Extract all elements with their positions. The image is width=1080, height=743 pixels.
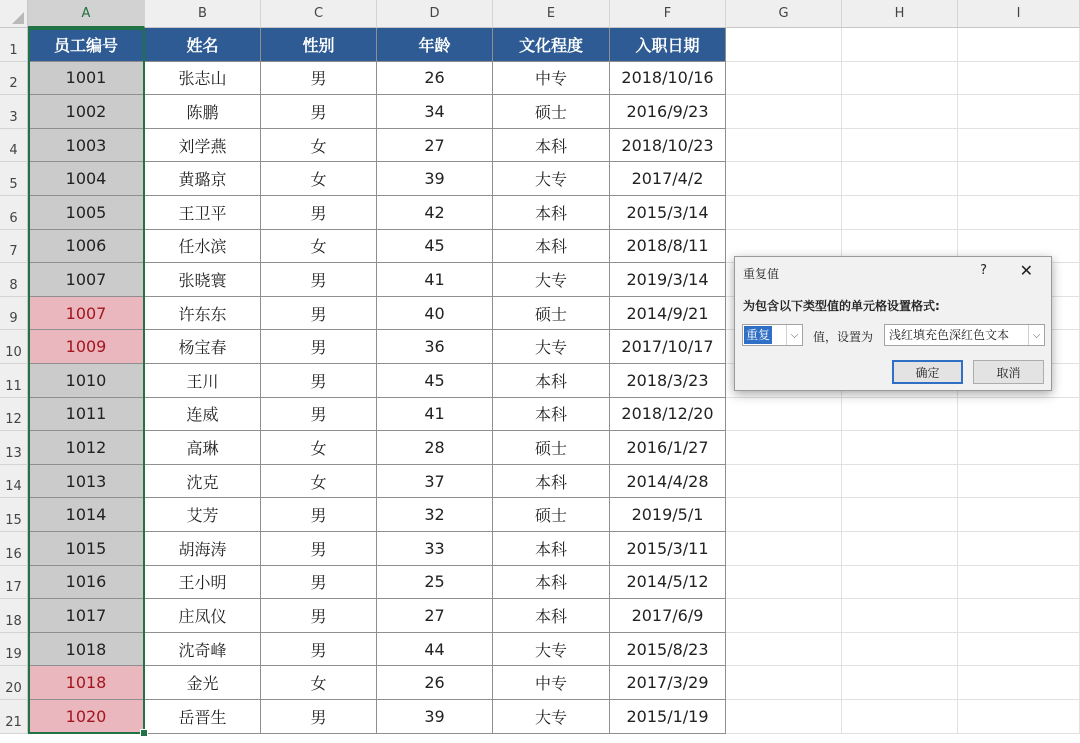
empty-cell[interactable] — [842, 28, 958, 62]
column-header-i[interactable]: I — [958, 0, 1080, 28]
row-header-4[interactable]: 4 — [0, 129, 28, 163]
table-cell-c[interactable]: 男 — [261, 330, 377, 364]
table-cell-b[interactable]: 高琳 — [145, 431, 261, 465]
row-header-1[interactable]: 1 — [0, 28, 28, 62]
table-header-cell[interactable]: 性别 — [261, 28, 377, 62]
table-cell-a[interactable]: 1004 — [28, 162, 145, 196]
row-header-19[interactable]: 19 — [0, 633, 28, 667]
empty-cell[interactable] — [958, 62, 1080, 96]
table-cell-f[interactable]: 2019/5/1 — [610, 498, 726, 532]
empty-cell[interactable] — [958, 498, 1080, 532]
column-header-d[interactable]: D — [377, 0, 493, 28]
empty-cell[interactable] — [726, 28, 842, 62]
table-cell-a[interactable]: 1020 — [28, 700, 145, 734]
select-all-corner[interactable] — [0, 0, 28, 28]
table-cell-a[interactable]: 1015 — [28, 532, 145, 566]
value-type-selected: 重复 — [746, 328, 771, 342]
empty-cell[interactable] — [726, 633, 842, 667]
empty-cell[interactable] — [842, 566, 958, 600]
set-as-label: 值，设置为 — [813, 330, 874, 344]
table-cell-a[interactable]: 1010 — [28, 364, 145, 398]
row-header-8[interactable]: 8 — [0, 263, 28, 297]
table-cell-b[interactable]: 沈奇峰 — [145, 633, 261, 667]
table-cell-a[interactable]: 1017 — [28, 599, 145, 633]
empty-cell[interactable] — [842, 129, 958, 163]
table-cell-e[interactable]: 本科 — [493, 129, 610, 163]
table-cell-f[interactable]: 2019/3/14 — [610, 263, 726, 297]
row-header-7[interactable]: 7 — [0, 230, 28, 264]
row-header-14[interactable]: 14 — [0, 465, 28, 499]
empty-cell[interactable] — [958, 196, 1080, 230]
empty-cell[interactable] — [842, 162, 958, 196]
value-type-select[interactable] — [742, 324, 803, 346]
chevron-down-icon[interactable]: ⌵ — [1028, 325, 1044, 345]
ok-button[interactable]: 确定 — [892, 360, 963, 384]
table-cell-b[interactable]: 杨宝春 — [145, 330, 261, 364]
table-cell-c[interactable]: 男 — [261, 364, 377, 398]
empty-cell[interactable] — [958, 95, 1080, 129]
table-cell-d[interactable]: 45 — [377, 364, 493, 398]
table-cell-e[interactable]: 大专 — [493, 162, 610, 196]
table-cell-d[interactable]: 37 — [377, 465, 493, 499]
empty-cell[interactable] — [842, 196, 958, 230]
table-cell-e[interactable]: 大专 — [493, 330, 610, 364]
table-cell-d[interactable]: 44 — [377, 633, 493, 667]
table-cell-c[interactable]: 男 — [261, 498, 377, 532]
table-cell-b[interactable]: 王卫平 — [145, 196, 261, 230]
table-cell-a[interactable]: 1018 — [28, 633, 145, 667]
chevron-down-icon[interactable]: ⌵ — [786, 325, 802, 345]
table-cell-a[interactable]: 1014 — [28, 498, 145, 532]
empty-cell[interactable] — [726, 95, 842, 129]
table-cell-b[interactable]: 任水滨 — [145, 230, 261, 264]
table-cell-b[interactable]: 沈克 — [145, 465, 261, 499]
table-cell-b[interactable]: 张晓寰 — [145, 263, 261, 297]
table-cell-b[interactable]: 王小明 — [145, 566, 261, 600]
table-cell-b[interactable]: 岳晋生 — [145, 700, 261, 734]
empty-cell[interactable] — [958, 398, 1080, 432]
table-cell-e[interactable]: 中专 — [493, 62, 610, 96]
empty-cell[interactable] — [958, 532, 1080, 566]
table-cell-e[interactable]: 硕士 — [493, 95, 610, 129]
empty-cell[interactable] — [842, 532, 958, 566]
table-cell-c[interactable]: 男 — [261, 297, 377, 331]
table-cell-b[interactable]: 黄璐京 — [145, 162, 261, 196]
table-cell-e[interactable]: 本科 — [493, 599, 610, 633]
close-icon[interactable]: ✕ — [1019, 261, 1033, 280]
empty-cell[interactable] — [842, 465, 958, 499]
table-cell-d[interactable]: 25 — [377, 566, 493, 600]
table-cell-a[interactable]: 1013 — [28, 465, 145, 499]
table-cell-d[interactable]: 39 — [377, 700, 493, 734]
empty-cell[interactable] — [726, 162, 842, 196]
empty-cell[interactable] — [726, 532, 842, 566]
duplicate-values-dialog — [734, 256, 1052, 391]
row-header-11[interactable]: 11 — [0, 364, 28, 398]
empty-cell[interactable] — [726, 431, 842, 465]
table-cell-f[interactable]: 2017/4/2 — [610, 162, 726, 196]
table-cell-e[interactable]: 本科 — [493, 566, 610, 600]
table-cell-a[interactable]: 1007 — [28, 263, 145, 297]
table-cell-c[interactable]: 男 — [261, 95, 377, 129]
table-cell-e[interactable]: 硕士 — [493, 498, 610, 532]
format-selected: 浅红填充色深红色文本 — [889, 328, 1010, 342]
table-cell-e[interactable]: 本科 — [493, 465, 610, 499]
empty-cell[interactable] — [726, 666, 842, 700]
table-cell-b[interactable]: 庄凤仪 — [145, 599, 261, 633]
table-cell-a[interactable]: 1011 — [28, 398, 145, 432]
empty-cell[interactable] — [958, 28, 1080, 62]
table-cell-f[interactable]: 2015/3/11 — [610, 532, 726, 566]
empty-cell[interactable] — [958, 129, 1080, 163]
empty-cell[interactable] — [726, 129, 842, 163]
table-cell-f[interactable]: 2018/8/11 — [610, 230, 726, 264]
table-header-cell[interactable]: 员工编号 — [28, 28, 145, 62]
table-cell-f[interactable]: 2014/5/12 — [610, 566, 726, 600]
table-cell-d[interactable]: 34 — [377, 95, 493, 129]
table-cell-b[interactable]: 胡海涛 — [145, 532, 261, 566]
empty-cell[interactable] — [958, 666, 1080, 700]
empty-cell[interactable] — [726, 700, 842, 734]
empty-cell[interactable] — [726, 62, 842, 96]
table-cell-e[interactable]: 大专 — [493, 263, 610, 297]
table-header-cell[interactable]: 姓名 — [145, 28, 261, 62]
empty-cell[interactable] — [726, 398, 842, 432]
table-cell-b[interactable]: 金光 — [145, 666, 261, 700]
table-cell-b[interactable]: 张志山 — [145, 62, 261, 96]
table-cell-c[interactable]: 男 — [261, 633, 377, 667]
table-cell-a[interactable]: 1007 — [28, 297, 145, 331]
table-cell-a[interactable]: 1009 — [28, 330, 145, 364]
table-cell-d[interactable]: 45 — [377, 230, 493, 264]
table-cell-a[interactable]: 1001 — [28, 62, 145, 96]
row-header-5[interactable]: 5 — [0, 162, 28, 196]
table-cell-c[interactable]: 女 — [261, 230, 377, 264]
table-cell-e[interactable]: 本科 — [493, 230, 610, 264]
row-header-2[interactable]: 2 — [0, 62, 28, 96]
table-cell-f[interactable]: 2016/9/23 — [610, 95, 726, 129]
table-cell-c[interactable]: 男 — [261, 599, 377, 633]
empty-cell[interactable] — [958, 465, 1080, 499]
empty-cell[interactable] — [958, 700, 1080, 734]
column-header-a[interactable]: A — [28, 0, 145, 28]
table-cell-d[interactable]: 32 — [377, 498, 493, 532]
empty-cell[interactable] — [842, 599, 958, 633]
table-cell-c[interactable]: 男 — [261, 566, 377, 600]
table-cell-d[interactable]: 42 — [377, 196, 493, 230]
empty-cell[interactable] — [958, 162, 1080, 196]
column-header-b[interactable]: B — [145, 0, 261, 28]
table-cell-b[interactable]: 王川 — [145, 364, 261, 398]
table-cell-f[interactable]: 2017/6/9 — [610, 599, 726, 633]
table-cell-f[interactable]: 2014/9/21 — [610, 297, 726, 331]
table-cell-f[interactable]: 2017/3/29 — [610, 666, 726, 700]
row-header-18[interactable]: 18 — [0, 599, 28, 633]
table-cell-c[interactable]: 女 — [261, 666, 377, 700]
row-header-13[interactable]: 13 — [0, 431, 28, 465]
empty-cell[interactable] — [842, 700, 958, 734]
row-header-15[interactable]: 15 — [0, 498, 28, 532]
table-cell-d[interactable]: 39 — [377, 162, 493, 196]
table-cell-c[interactable]: 男 — [261, 398, 377, 432]
table-cell-b[interactable]: 陈鹏 — [145, 95, 261, 129]
table-cell-f[interactable]: 2018/3/23 — [610, 364, 726, 398]
empty-cell[interactable] — [842, 666, 958, 700]
table-cell-e[interactable]: 硕士 — [493, 297, 610, 331]
empty-cell[interactable] — [958, 431, 1080, 465]
empty-cell[interactable] — [842, 95, 958, 129]
table-cell-d[interactable]: 26 — [377, 62, 493, 96]
empty-cell[interactable] — [842, 62, 958, 96]
row-header-9[interactable]: 9 — [0, 297, 28, 331]
table-cell-a[interactable]: 1016 — [28, 566, 145, 600]
row-header-16[interactable]: 16 — [0, 532, 28, 566]
cancel-button[interactable]: 取消 — [973, 360, 1044, 384]
table-cell-f[interactable]: 2015/3/14 — [610, 196, 726, 230]
table-cell-c[interactable]: 男 — [261, 700, 377, 734]
table-cell-c[interactable]: 女 — [261, 465, 377, 499]
table-cell-e[interactable]: 本科 — [493, 196, 610, 230]
table-header-cell[interactable]: 年龄 — [377, 28, 493, 62]
table-cell-a[interactable]: 1002 — [28, 95, 145, 129]
table-cell-d[interactable]: 40 — [377, 297, 493, 331]
table-cell-e[interactable]: 中专 — [493, 666, 610, 700]
column-header-h[interactable]: H — [842, 0, 958, 28]
table-cell-b[interactable]: 艾芳 — [145, 498, 261, 532]
empty-cell[interactable] — [842, 398, 958, 432]
empty-cell[interactable] — [842, 498, 958, 532]
table-cell-e[interactable]: 本科 — [493, 398, 610, 432]
table-cell-f[interactable]: 2016/1/27 — [610, 431, 726, 465]
table-cell-f[interactable]: 2018/12/20 — [610, 398, 726, 432]
dialog-title: 重复值 — [743, 267, 780, 281]
table-cell-d[interactable]: 26 — [377, 666, 493, 700]
table-cell-c[interactable]: 女 — [261, 129, 377, 163]
table-cell-a[interactable]: 1006 — [28, 230, 145, 264]
table-cell-c[interactable]: 女 — [261, 162, 377, 196]
table-cell-e[interactable]: 本科 — [493, 532, 610, 566]
table-cell-d[interactable]: 41 — [377, 263, 493, 297]
empty-cell[interactable] — [842, 633, 958, 667]
table-cell-a[interactable]: 1012 — [28, 431, 145, 465]
row-header-6[interactable]: 6 — [0, 196, 28, 230]
empty-cell[interactable] — [726, 465, 842, 499]
table-cell-f[interactable]: 2018/10/16 — [610, 62, 726, 96]
empty-cell[interactable] — [842, 431, 958, 465]
dialog-prompt: 为包含以下类型值的单元格设置格式: — [743, 299, 940, 313]
table-cell-e[interactable]: 本科 — [493, 364, 610, 398]
table-cell-c[interactable]: 男 — [261, 196, 377, 230]
empty-cell[interactable] — [726, 498, 842, 532]
column-header-g[interactable]: G — [726, 0, 842, 28]
empty-cell[interactable] — [726, 196, 842, 230]
empty-cell[interactable] — [958, 566, 1080, 600]
table-cell-d[interactable]: 33 — [377, 532, 493, 566]
table-cell-f[interactable]: 2014/4/28 — [610, 465, 726, 499]
table-cell-c[interactable]: 男 — [261, 62, 377, 96]
table-cell-e[interactable]: 大专 — [493, 633, 610, 667]
table-cell-a[interactable]: 1018 — [28, 666, 145, 700]
table-cell-f[interactable]: 2018/10/23 — [610, 129, 726, 163]
row-header-3[interactable]: 3 — [0, 95, 28, 129]
empty-cell[interactable] — [958, 633, 1080, 667]
table-cell-b[interactable]: 连威 — [145, 398, 261, 432]
empty-cell[interactable] — [726, 566, 842, 600]
table-cell-d[interactable]: 36 — [377, 330, 493, 364]
empty-cell[interactable] — [726, 599, 842, 633]
help-icon[interactable]: ? — [980, 263, 987, 278]
table-cell-f[interactable]: 2015/8/23 — [610, 633, 726, 667]
table-cell-b[interactable]: 许东东 — [145, 297, 261, 331]
table-header-cell[interactable]: 入职日期 — [610, 28, 726, 62]
format-select[interactable] — [884, 324, 1045, 346]
row-header-12[interactable]: 12 — [0, 398, 28, 432]
table-cell-d[interactable]: 28 — [377, 431, 493, 465]
column-header-c[interactable]: C — [261, 0, 377, 28]
row-header-20[interactable]: 20 — [0, 666, 28, 700]
column-header-f[interactable]: F — [610, 0, 726, 28]
row-header-21[interactable]: 21 — [0, 700, 28, 734]
table-cell-c[interactable]: 男 — [261, 532, 377, 566]
table-cell-e[interactable]: 大专 — [493, 700, 610, 734]
table-cell-c[interactable]: 女 — [261, 431, 377, 465]
row-header-17[interactable]: 17 — [0, 566, 28, 600]
table-cell-d[interactable]: 27 — [377, 599, 493, 633]
table-cell-d[interactable]: 27 — [377, 129, 493, 163]
table-cell-f[interactable]: 2015/1/19 — [610, 700, 726, 734]
table-cell-e[interactable]: 硕士 — [493, 431, 610, 465]
table-cell-f[interactable]: 2017/10/17 — [610, 330, 726, 364]
table-cell-a[interactable]: 1005 — [28, 196, 145, 230]
table-cell-d[interactable]: 41 — [377, 398, 493, 432]
column-header-e[interactable]: E — [493, 0, 610, 28]
table-cell-b[interactable]: 刘学燕 — [145, 129, 261, 163]
empty-cell[interactable] — [958, 599, 1080, 633]
table-header-cell[interactable]: 文化程度 — [493, 28, 610, 62]
table-cell-a[interactable]: 1003 — [28, 129, 145, 163]
row-header-10[interactable]: 10 — [0, 330, 28, 364]
table-cell-c[interactable]: 男 — [261, 263, 377, 297]
